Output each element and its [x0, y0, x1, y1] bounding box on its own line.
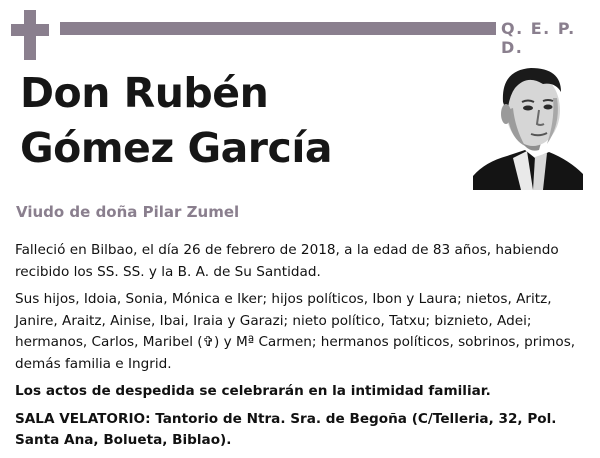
qepd-label: Q. E. P. D. — [501, 19, 576, 57]
cross-horizontal-bar — [11, 24, 49, 36]
deceased-cross-icon: ✞ — [202, 334, 214, 350]
family-text-part2: ) y Mª Carmen; hermanos políticos, sobrinos, primos, demás familia e Ingrid. — [15, 334, 576, 372]
farewell-paragraph: Los actos de despedida se celebrarán en la intimidad familiar. — [15, 383, 491, 399]
deceased-name — [20, 66, 332, 176]
widower-subtitle: Viudo de doña Pilar Zumel — [16, 203, 240, 221]
header-bar — [60, 22, 496, 35]
deceased-name-line1: Don Rubén — [20, 69, 269, 117]
death-notice-paragraph: Falleció en Bilbao, el día 26 de febrero de 2018, a la edad de 83 años, habiendo recibido los SS. SS. y la B. A. de Su Santidad. — [15, 242, 559, 280]
family-paragraph — [15, 289, 585, 375]
family-text-part1: Sus hijos, Idoia, Sonia, Mónica e Iker; hijos políticos, Ibon y Laura; nietos, Aritz, Janire, Araitz, Ainise, Ibai, Iraia y Garazi; nieto político, Tatxu; biznieto, Adei; hermanos, Carlos, Maribel ( — [15, 291, 552, 350]
notice-body — [15, 240, 585, 458]
portrait-photo — [473, 58, 583, 190]
cross-icon — [11, 10, 49, 60]
deceased-name-line2: Gómez García — [20, 124, 333, 172]
sala-velatorio-paragraph: SALA VELATORIO: Tantorio de Ntra. Sra. de Begoña (C/Telleria, 32, Pol. Santa Ana, Bolueta, Biblao). — [15, 410, 557, 448]
